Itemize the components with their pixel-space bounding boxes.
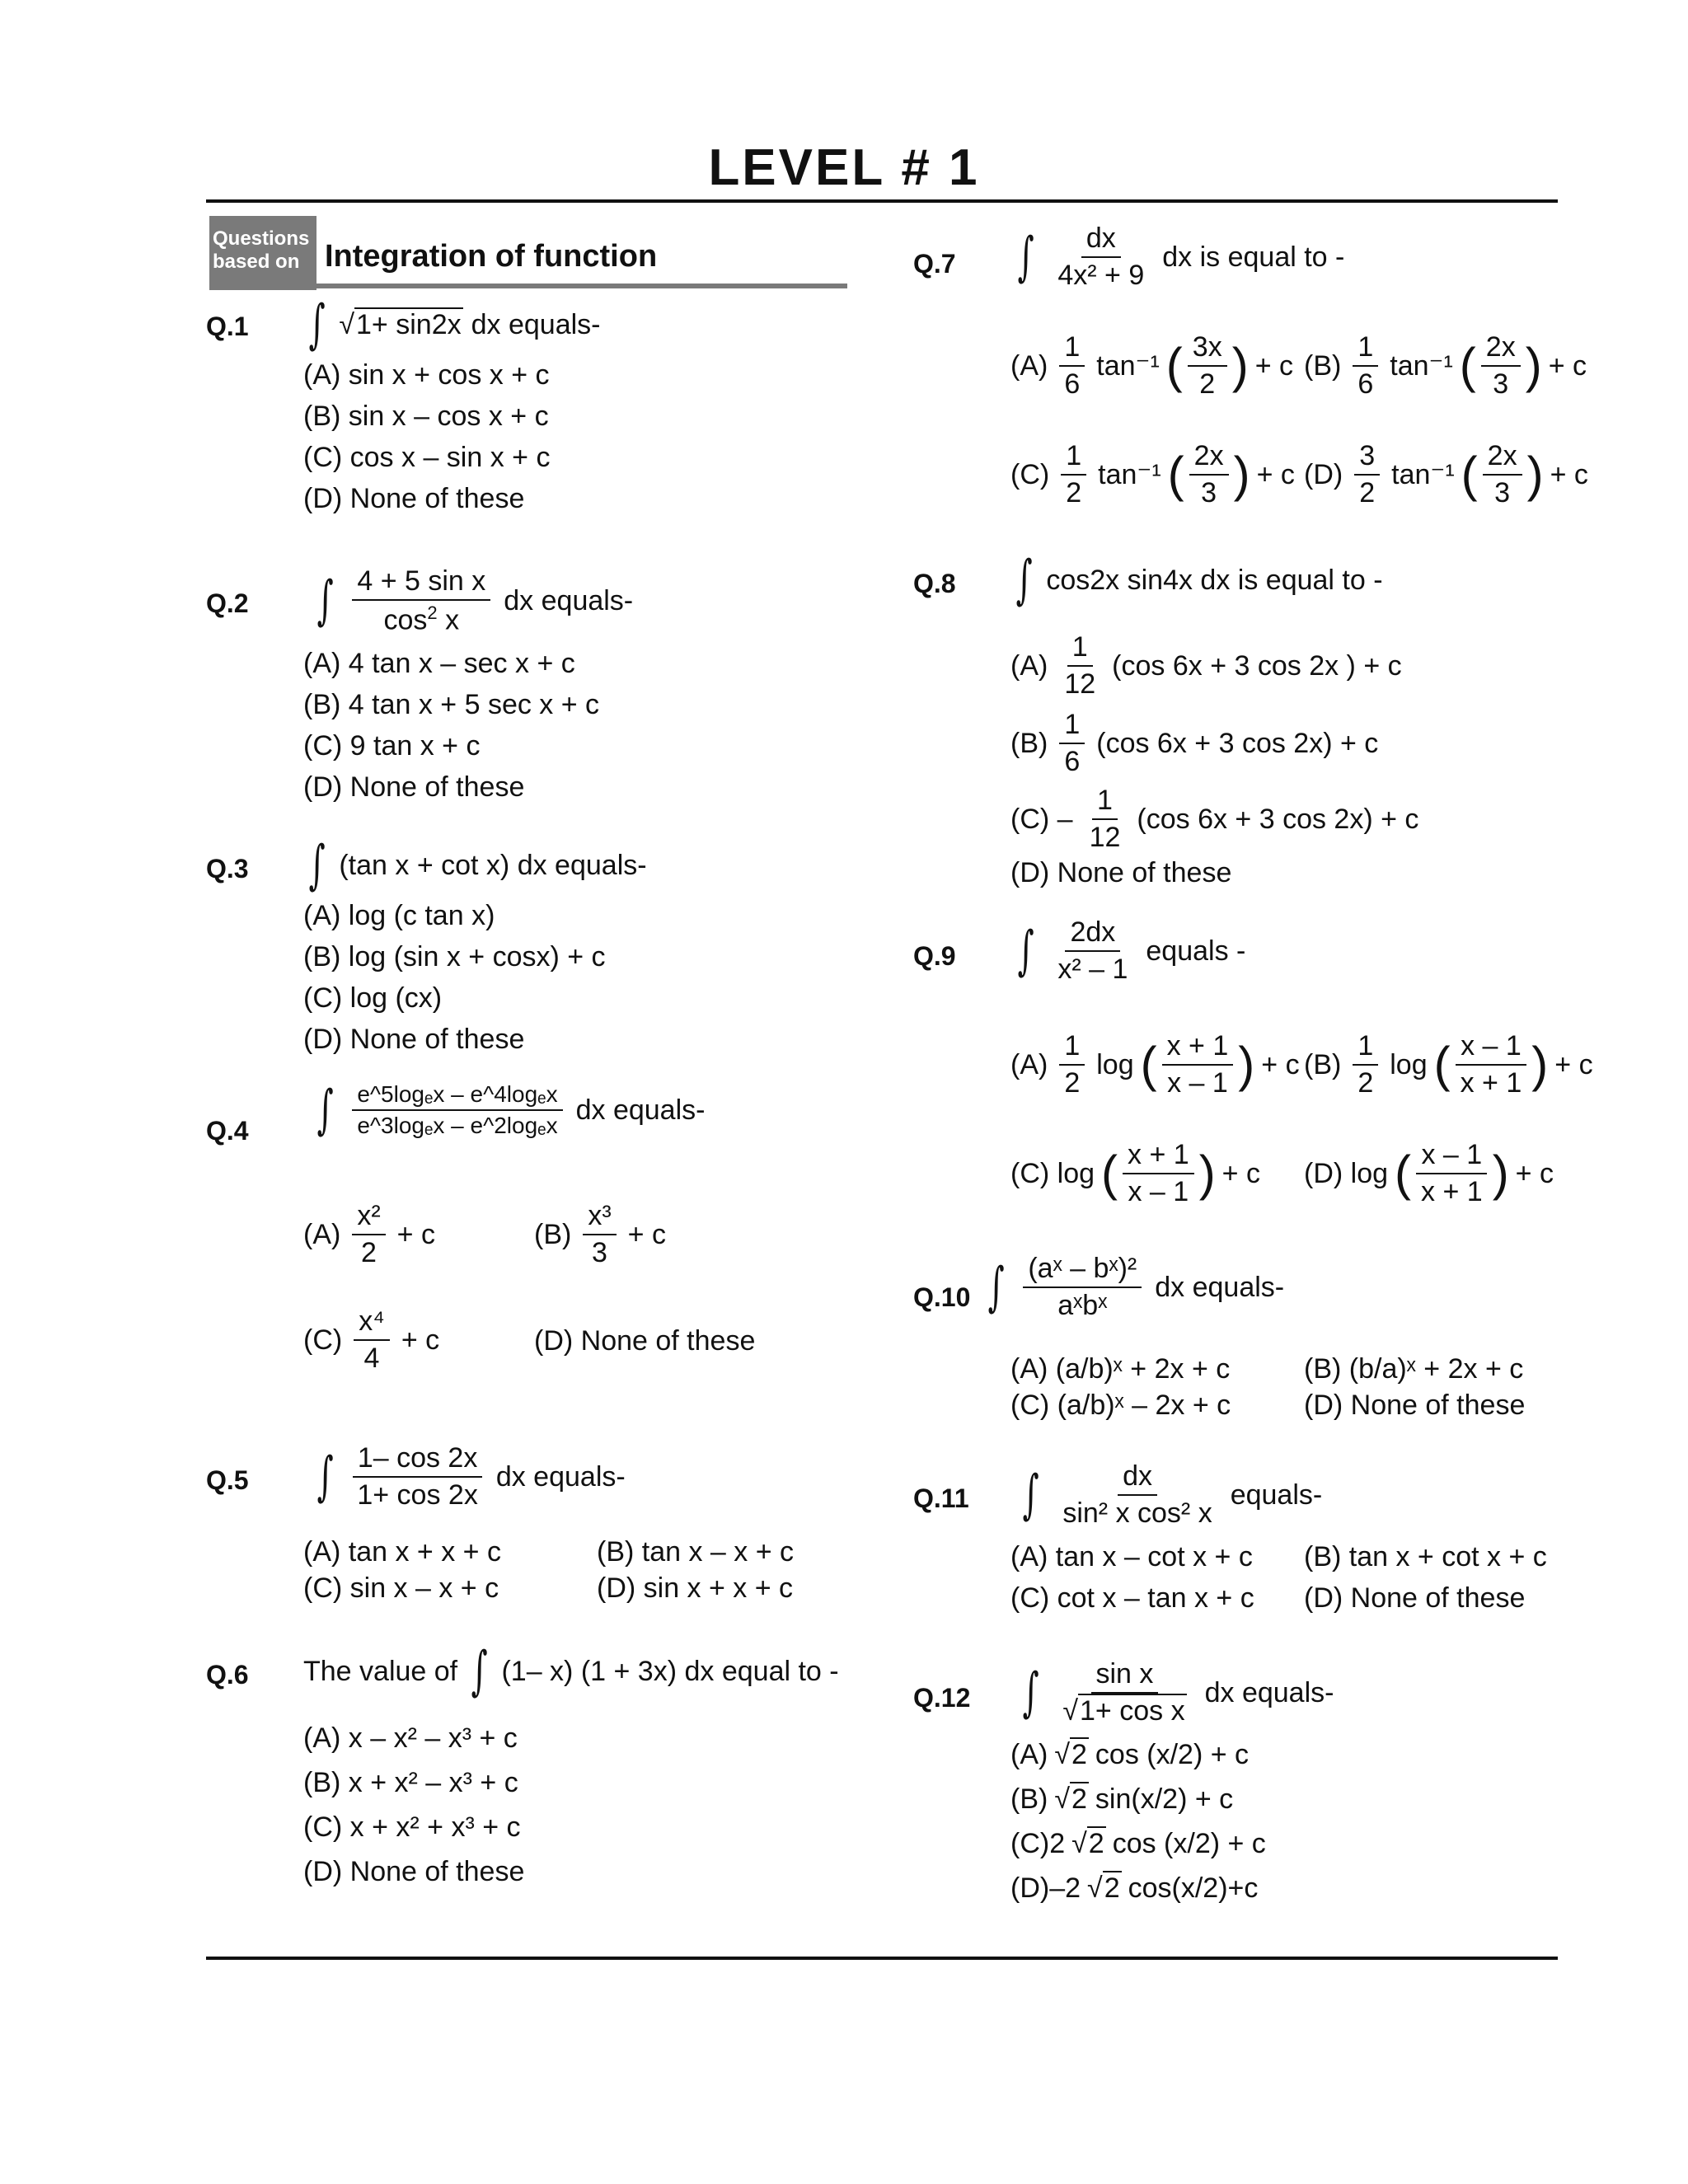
option-a: (A) tan x – cot x + c bbox=[1010, 1541, 1253, 1572]
stem-tail: dx is equal to - bbox=[1162, 241, 1345, 273]
fraction: $\frac{\text{4 + 5 sin x}}{\cos^2 x}$ bbox=[352, 565, 490, 637]
option-d: (D) sin x + x + c bbox=[597, 1572, 794, 1604]
top-rule bbox=[206, 199, 1558, 203]
option-c: (C) sin x – x + c bbox=[303, 1572, 499, 1604]
question-label: Q.5 bbox=[206, 1465, 249, 1495]
question-label: Q.3 bbox=[206, 854, 249, 883]
question-label: Q.7 bbox=[913, 249, 956, 279]
question-label: Q.10 bbox=[913, 1282, 971, 1312]
fraction: $\frac{2dx}{\text{x² – 1}}$ bbox=[1057, 916, 1128, 986]
question-stem bbox=[1012, 916, 1245, 986]
integral-sign: ∫ bbox=[1015, 550, 1033, 611]
option-d: (D) None of these bbox=[303, 1856, 525, 1887]
option-b: (B) tan x – x + c bbox=[597, 1536, 795, 1568]
option-a: (A) $\frac{1}{2}$ log ( $\frac{x + 1}{x - 1}$ ) + c bbox=[1010, 1030, 1300, 1099]
question-label: Q.11 bbox=[913, 1483, 969, 1513]
integral-sign: ∫ bbox=[471, 1641, 488, 1702]
option-c: (C) log ( $\frac{x + 1}{x - 1}$ ) + c bbox=[1010, 1139, 1260, 1208]
stem-tail: dx equals- bbox=[471, 308, 601, 340]
option-d: (D) log ( $\frac{x - 1}{x + 1}$ ) + c bbox=[1304, 1139, 1554, 1208]
option-b: (B) sin x – cos x + c bbox=[303, 401, 549, 432]
option-b: (B) 4 tan x + 5 sec x + c bbox=[303, 689, 600, 720]
stem-tail: dx equals- bbox=[495, 1460, 626, 1493]
option-b: (B) $\frac{1}{6}$ (cos 6x + 3 cos 2x) + c bbox=[1010, 709, 1379, 778]
question-label: Q.1 bbox=[206, 312, 249, 341]
fraction: $\frac{1- \cos 2x}{1+ \cos 2x}$ bbox=[352, 1442, 482, 1511]
option-a: (A) x – x² – x³ + c bbox=[303, 1722, 518, 1754]
fraction: $\frac{\text{(aˣ – bˣ)²}}{\text{aˣbˣ}}$ bbox=[1023, 1253, 1142, 1322]
option-d: (D) None of these bbox=[303, 771, 525, 803]
integral-sign: ∫ bbox=[316, 1080, 334, 1141]
option-a: (A) $\frac{\text{x²}}{2}$ + c bbox=[303, 1200, 435, 1269]
option-c: (C) $\frac{1}{2}$ tan⁻¹ ( $\frac{2x}{3}$ ) + c bbox=[1010, 440, 1295, 509]
option-a: (A) √2 cos (x/2) + c bbox=[1010, 1739, 1250, 1770]
option-a: (A) tan x + x + c bbox=[303, 1536, 501, 1568]
option-b: (B) $\frac{\text{x³}}{3}$ + c bbox=[534, 1200, 666, 1269]
option-b: (B) log (sin x + cosx) + c bbox=[303, 941, 606, 972]
question-stem: ∫ (tan x + cot x) dx equals- bbox=[308, 835, 647, 896]
section-header-title: Integration of function bbox=[325, 239, 658, 274]
question-stem bbox=[1017, 1658, 1334, 1727]
stem-tail: dx equals- bbox=[1155, 1271, 1285, 1303]
question-label: Q.6 bbox=[206, 1660, 249, 1690]
option-d: (D) None of these bbox=[303, 483, 525, 514]
question-label: Q.9 bbox=[913, 941, 956, 971]
option-c: (C) log (cx) bbox=[303, 982, 443, 1014]
option-a: (A) sin x + cos x + c bbox=[303, 359, 550, 391]
option-d: (D) None of these bbox=[1304, 1390, 1526, 1421]
question-stem: ∫ cos2x sin4x dx is equal to - bbox=[1015, 550, 1383, 611]
option-b: (B) tan x + cot x + c bbox=[1304, 1541, 1547, 1572]
integral-sign: ∫ bbox=[1022, 1465, 1039, 1526]
option-d: (D) None of these bbox=[534, 1325, 756, 1357]
integral-sign: ∫ bbox=[308, 294, 326, 355]
option-c: (C) cot x – tan x + c bbox=[1010, 1582, 1254, 1614]
option-a: (A) log (c tan x) bbox=[303, 900, 495, 931]
question-stem bbox=[312, 565, 633, 637]
fraction: $\frac{\text{sin x}}{\text{√1+ cos x}}$ bbox=[1062, 1658, 1185, 1727]
option-d: (D) None of these bbox=[303, 1024, 525, 1055]
question-label: Q.8 bbox=[913, 569, 956, 598]
question-label: Q.4 bbox=[206, 1116, 249, 1146]
integral-sign: ∫ bbox=[1022, 1662, 1039, 1724]
integral-sign: ∫ bbox=[308, 835, 326, 896]
option-c: (C) x + x² + x³ + c bbox=[303, 1811, 521, 1843]
stem-tail: equals- bbox=[1230, 1479, 1323, 1511]
fraction: $\frac{\text{e\textasciicircum{}5logₑx – e\textasciicircum{}4logₑx}}{\text{e\textasciicircum{}3logₑx – e\textasciicircum{}2logₑx}}$ bbox=[352, 1081, 562, 1139]
fraction: $\frac{dx}{\text{4x² + 9}}$ bbox=[1057, 223, 1145, 292]
option-c: (C)2 √2 cos (x/2) + c bbox=[1010, 1828, 1266, 1859]
option-c: (C) cos x – sin x + c bbox=[303, 442, 551, 473]
stem-tail: equals - bbox=[1146, 935, 1246, 967]
bottom-rule bbox=[206, 1957, 1558, 1960]
question-stem bbox=[312, 1081, 705, 1139]
integral-sign: ∫ bbox=[987, 1257, 1005, 1319]
fraction: $\frac{dx}{\text{sin² x cos² x}}$ bbox=[1062, 1460, 1212, 1530]
option-c: (C) 9 tan x + c bbox=[303, 730, 481, 762]
page-title: LEVEL # 1 bbox=[708, 139, 980, 196]
question-stem bbox=[982, 1253, 1284, 1322]
option-b: (B) $\frac{1}{6}$ tan⁻¹ ( $\frac{2x}{3}$ ) + c bbox=[1304, 331, 1587, 401]
option-a: (A) 4 tan x – sec x + c bbox=[303, 648, 575, 679]
integral-sign: ∫ bbox=[1017, 921, 1034, 982]
option-b: (B) (b/a)ˣ + 2x + c bbox=[1304, 1353, 1524, 1385]
question-stem: ∫ √1+ sin2x dx equals- bbox=[308, 294, 601, 355]
option-c: (C) $\frac{\text{x⁴}}{4}$ + c bbox=[303, 1305, 440, 1375]
integral-sign: ∫ bbox=[1017, 227, 1034, 288]
stem-tail: dx equals- bbox=[1204, 1676, 1334, 1708]
question-stem: The value of ∫ (1– x) (1 + 3x) dx equal to - bbox=[303, 1641, 839, 1702]
question-label: Q.12 bbox=[913, 1683, 971, 1713]
option-a: (A) $\frac{1}{6}$ tan⁻¹ ( $\frac{3x}{2}$ ) + c bbox=[1010, 331, 1293, 401]
section-header-underline bbox=[316, 284, 847, 288]
option-a: (A) (a/b)ˣ + 2x + c bbox=[1010, 1353, 1231, 1385]
option-c: (C) (a/b)ˣ – 2x + c bbox=[1010, 1390, 1231, 1421]
stem-tail: dx equals- bbox=[504, 584, 634, 616]
integral-sign: ∫ bbox=[316, 570, 334, 632]
question-label: Q.2 bbox=[206, 588, 249, 618]
option-a: (A) $\frac{1}{12}$ (cos 6x + 3 cos 2x ) + c bbox=[1010, 631, 1402, 701]
option-d: (D)–2 √2 cos(x/2)+c bbox=[1010, 1872, 1259, 1904]
option-d: (D) None of these bbox=[1010, 857, 1232, 888]
option-b: (B) √2 sin(x/2) + c bbox=[1010, 1783, 1234, 1815]
stem-tail: dx equals- bbox=[575, 1094, 706, 1126]
option-b: (B) $\frac{1}{2}$ log ( $\frac{x - 1}{x + 1}$ ) + c bbox=[1304, 1030, 1593, 1099]
option-b: (B) x + x² – x³ + c bbox=[303, 1767, 518, 1798]
sqrt-expression: 1+ sin2x bbox=[356, 308, 462, 340]
option-c: (C) – $\frac{1}{12}$ (cos 6x + 3 cos 2x) + c bbox=[1010, 785, 1419, 854]
question-stem bbox=[312, 1442, 626, 1511]
question-stem bbox=[1017, 1460, 1322, 1530]
integral-sign: ∫ bbox=[316, 1446, 334, 1508]
option-d: (D) None of these bbox=[1304, 1582, 1526, 1614]
question-stem bbox=[1012, 223, 1344, 292]
section-header-box: Questions based on bbox=[209, 216, 316, 290]
option-d: (D) $\frac{3}{2}$ tan⁻¹ ( $\frac{2x}{3}$ ) + c bbox=[1304, 440, 1588, 509]
